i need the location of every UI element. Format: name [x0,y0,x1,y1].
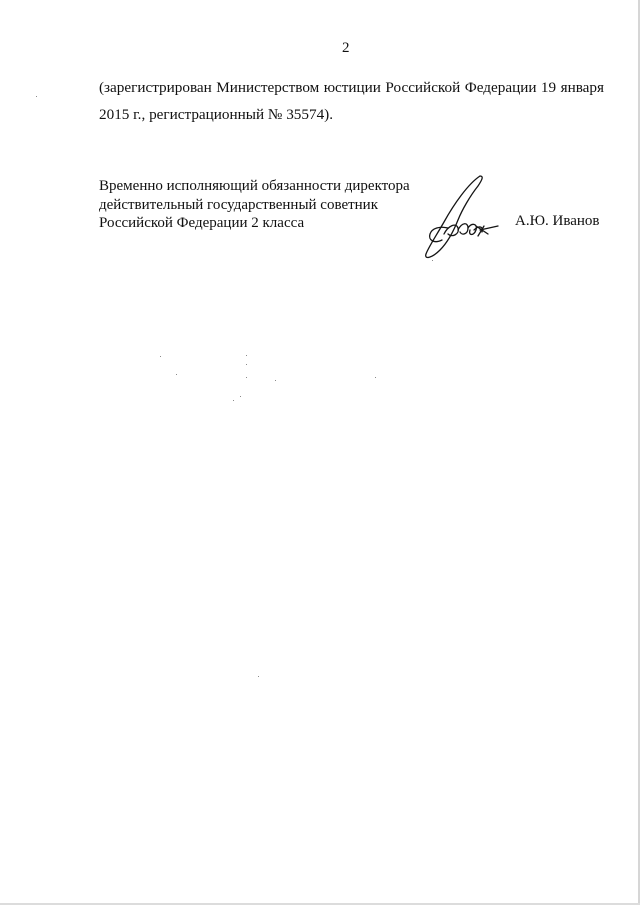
scan-speck [375,377,376,378]
signatory-title-line: Российской Федерации 2 класса [99,215,305,231]
paragraph-line: 2015 г., регистрационный № 35574). [99,106,334,123]
scan-speck [176,374,177,375]
scan-speck [160,356,161,357]
page-number: 2 [342,40,350,56]
handwritten-signature [418,170,510,265]
signatory-title-line: Временно исполняющий обязанности директора [99,178,410,194]
signatory-name: А.Ю. Иванов [515,213,600,229]
scan-speck [233,400,234,401]
registration-paragraph [99,74,604,128]
scan-speck [36,96,37,97]
scan-speck [246,355,247,356]
scan-speck [246,377,247,378]
scan-speck [240,396,241,397]
signatory-title [99,177,410,233]
scan-speck [275,380,276,381]
scan-speck [432,260,433,261]
paragraph-line: (зарегистрирован Министерством юстиции Российской Федерации 19 января [99,79,604,96]
scan-speck [258,676,259,677]
signatory-title-line: действительный государственный советник [99,196,379,213]
scan-speck [246,364,247,365]
